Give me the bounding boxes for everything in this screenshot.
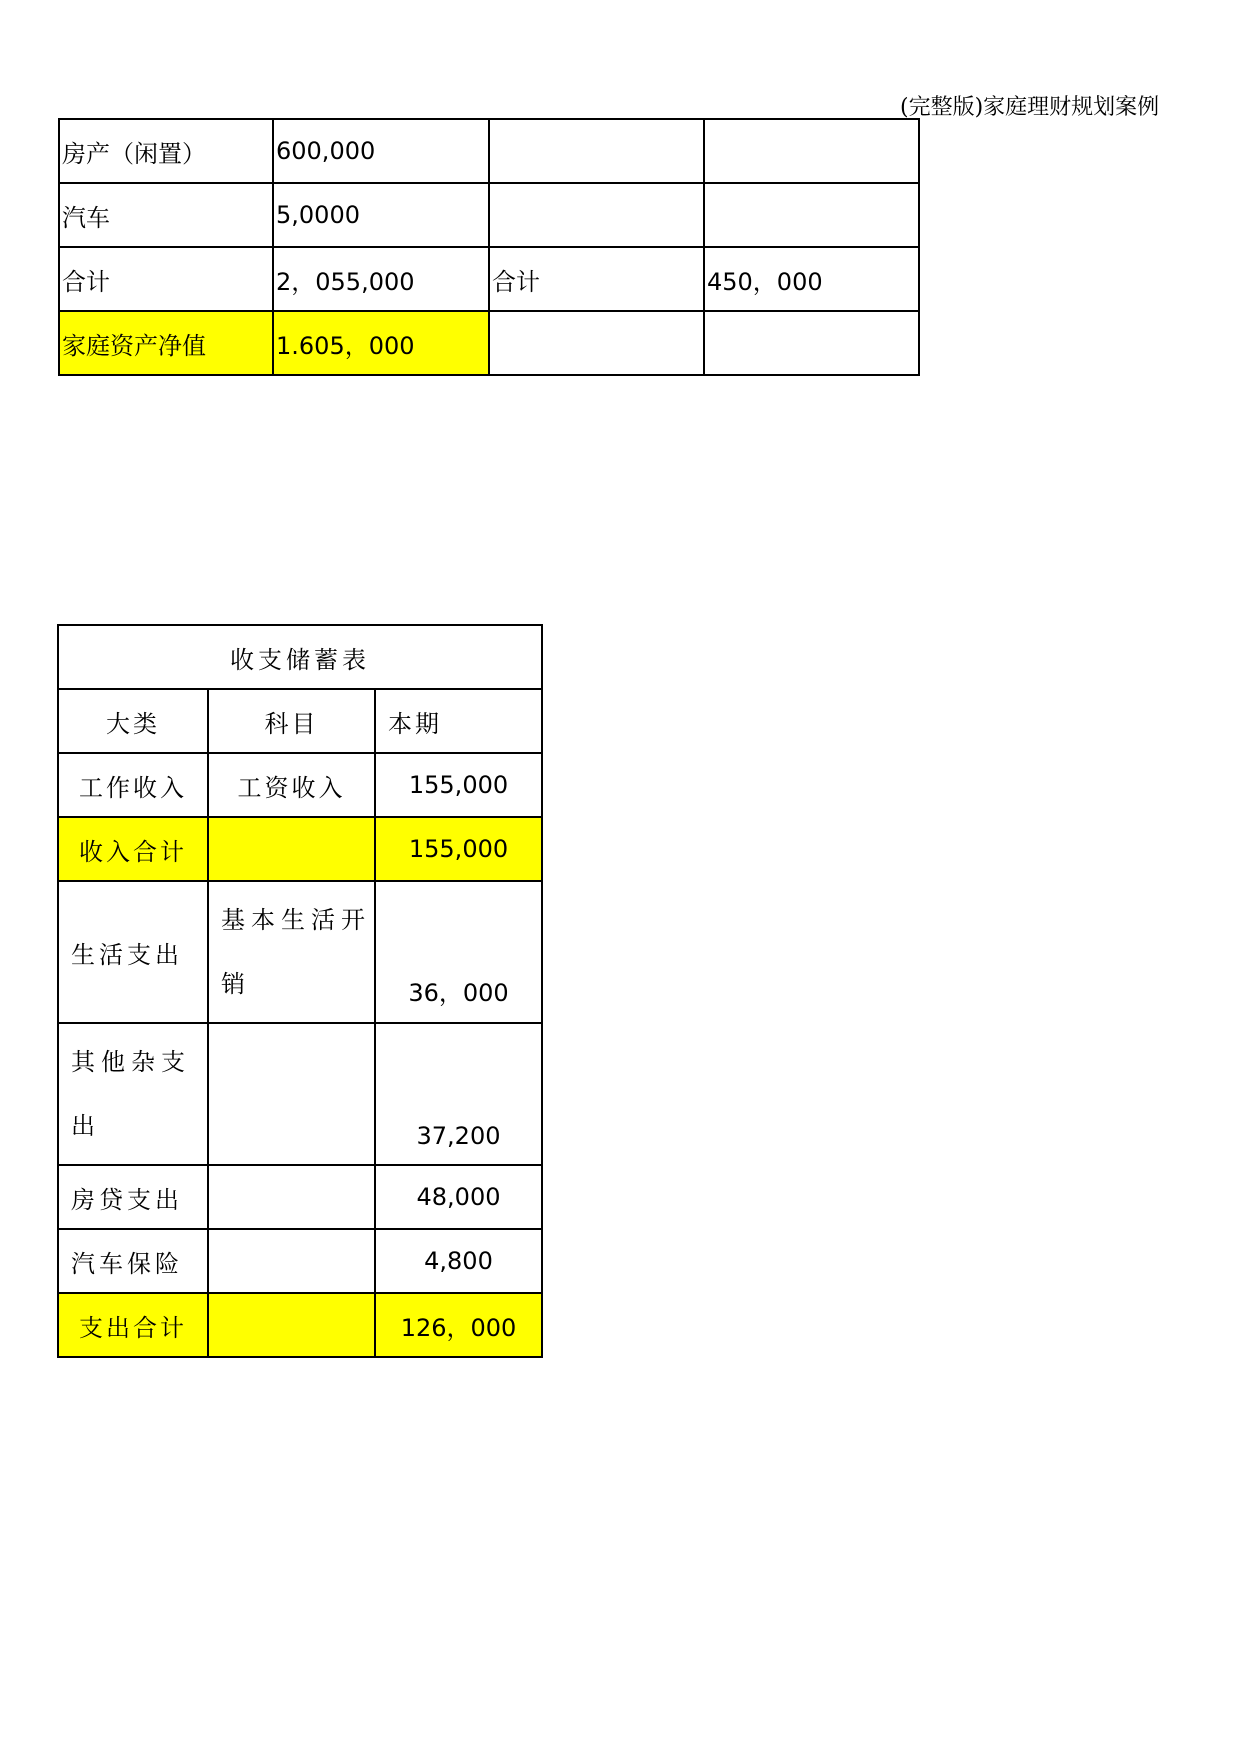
column-header: 科目 [208,689,375,753]
table-row [58,1229,542,1293]
item-cell [208,1229,375,1293]
category-line: 其他杂支 [71,1048,191,1076]
table-cell [489,311,704,375]
table-cell [704,119,919,183]
amount-cell: 4,800 [375,1229,542,1293]
category-cell [58,1023,208,1165]
item-cell [208,1293,375,1357]
item-cell [208,881,375,1023]
table-row [58,1293,542,1357]
budget-table [57,624,543,1358]
table-cell: 2，055,000 [273,247,489,311]
table-row [58,753,542,817]
table-cell [704,311,919,375]
table-row [58,817,542,881]
category-cell: 房贷支出 [58,1165,208,1229]
category-cell: 工作收入 [58,753,208,817]
table-row [59,183,919,247]
table-title-row [58,625,542,689]
table-row [59,247,919,311]
income-total-label: 收入合计 [58,817,208,881]
table-cell: 房产（闲置） [59,119,273,183]
table-row [59,119,919,183]
column-header: 本期 [375,689,542,753]
expense-total-label: 支出合计 [58,1293,208,1357]
table-cell [489,119,704,183]
item-line: 销 [221,970,251,998]
category-cell: 汽车保险 [58,1229,208,1293]
table-row [58,1023,542,1165]
table-cell: 合计 [489,247,704,311]
category-cell: 生活支出 [58,881,208,1023]
net-assets-label: 家庭资产净值 [59,311,273,375]
document-title: (完整版)家庭理财规划案例 [900,95,1160,120]
table-cell: 450，000 [704,247,919,311]
table-cell [489,183,704,247]
item-cell: 工资收入 [208,753,375,817]
item-cell [208,1165,375,1229]
category-line: 出 [71,1112,101,1140]
income-total-value: 155,000 [375,817,542,881]
table-row [58,1165,542,1229]
table-cell [704,183,919,247]
table-cell: 汽车 [59,183,273,247]
amount-cell: 48,000 [375,1165,542,1229]
amount-cell: 37,200 [375,1023,542,1165]
table-row [59,311,919,375]
table-header-row [58,689,542,753]
amount-cell: 155,000 [375,753,542,817]
amount-cell: 36，000 [375,881,542,1023]
item-cell [208,1023,375,1165]
expense-total-value: 126，000 [375,1293,542,1357]
column-header: 大类 [58,689,208,753]
table-row [58,881,542,1023]
table-cell: 合计 [59,247,273,311]
item-line: 基本生活开 [221,906,371,934]
net-assets-value: 1.605，000 [273,311,489,375]
budget-table-title: 收支储蓄表 [58,625,542,689]
assets-table [58,118,920,376]
item-cell [208,817,375,881]
table-cell: 5,0000 [273,183,489,247]
table-cell: 600,000 [273,119,489,183]
